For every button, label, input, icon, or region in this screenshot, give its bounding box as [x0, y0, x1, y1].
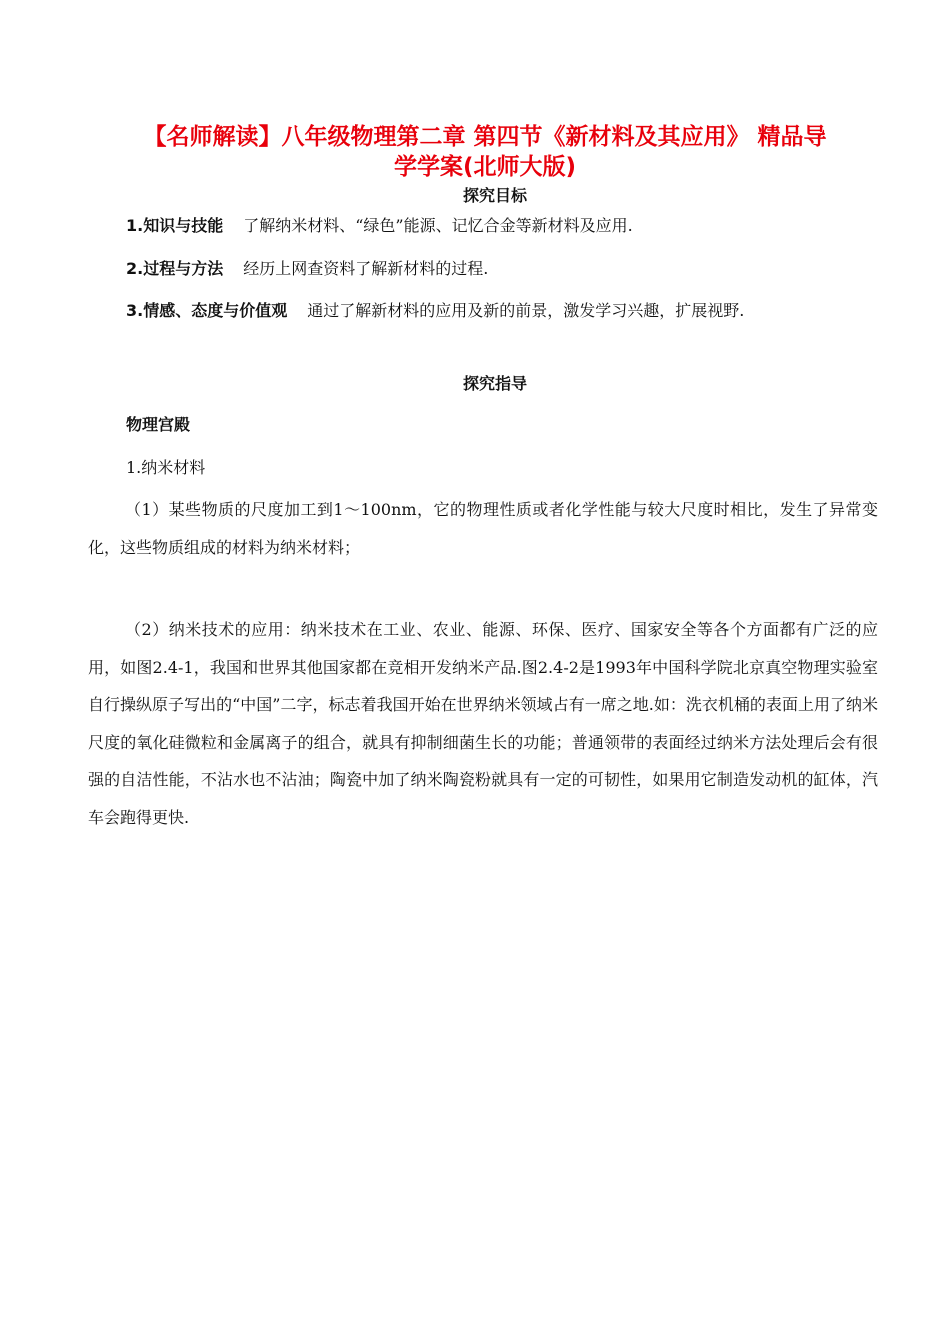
- goal-label: 3.情感、态度与价值观: [126, 301, 288, 320]
- item-title: 1.纳米材料: [126, 458, 206, 477]
- paragraph-2: （2）纳米技术的应用：纳米技术在工业、农业、能源、环保、医疗、国家安全等各个方面都有广泛的应用，如图2.4-1，我国和世界其他国家都在竞相开发纳米产品.图2.4-2是1993年中国科学院北京真空物理实验室自行操纵原子写出的“中国”二字，标志着我国开始在世界纳米领域占有一席之地.如：洗衣机桶的表面上用了纳米尺度的氧化硅微粒和金属离子的组合，就具有抑制细菌生长的功能；普通领带的表面经过纳米方法处理后会有很强的自洁性能，不沾水也不沾油；陶瓷中加了纳米陶瓷粉就具有一定的可韧性，如果用它制造发动机的缸体，汽车会跑得更快.: [88, 620, 878, 827]
- section-heading-guide: 探究指导: [462, 374, 527, 393]
- goal-label: 2.过程与方法: [126, 259, 224, 278]
- goal-text: 通过了解新材料的应用及新的前景，激发学习兴趣，扩展视野.: [307, 301, 745, 320]
- goal-label: 1.知识与技能: [126, 216, 224, 235]
- goal-item: [126, 258, 488, 280]
- section-heading-goals: 探究目标: [462, 186, 527, 205]
- goal-item: [126, 215, 633, 237]
- subheading: 物理宫殿: [126, 415, 191, 434]
- paragraph-1: （1）某些物质的尺度加工到1～100nm，它的物理性质或者化学性能与较大尺度时相比，发生了异常变化，这些物质组成的材料为纳米材料；: [88, 500, 878, 557]
- document-title-line-2: 学学案(北师大版): [393, 154, 577, 180]
- goal-item: [126, 300, 744, 322]
- document-title-line-1: 【名师解读】八年级物理第二章 第四节《新材料及其应用》 精品导: [143, 124, 827, 150]
- goal-text: 了解纳米材料、“绿色”能源、记忆合金等新材料及应用.: [243, 216, 633, 235]
- goal-text: 经历上网查资料了解新材料的过程.: [243, 259, 489, 278]
